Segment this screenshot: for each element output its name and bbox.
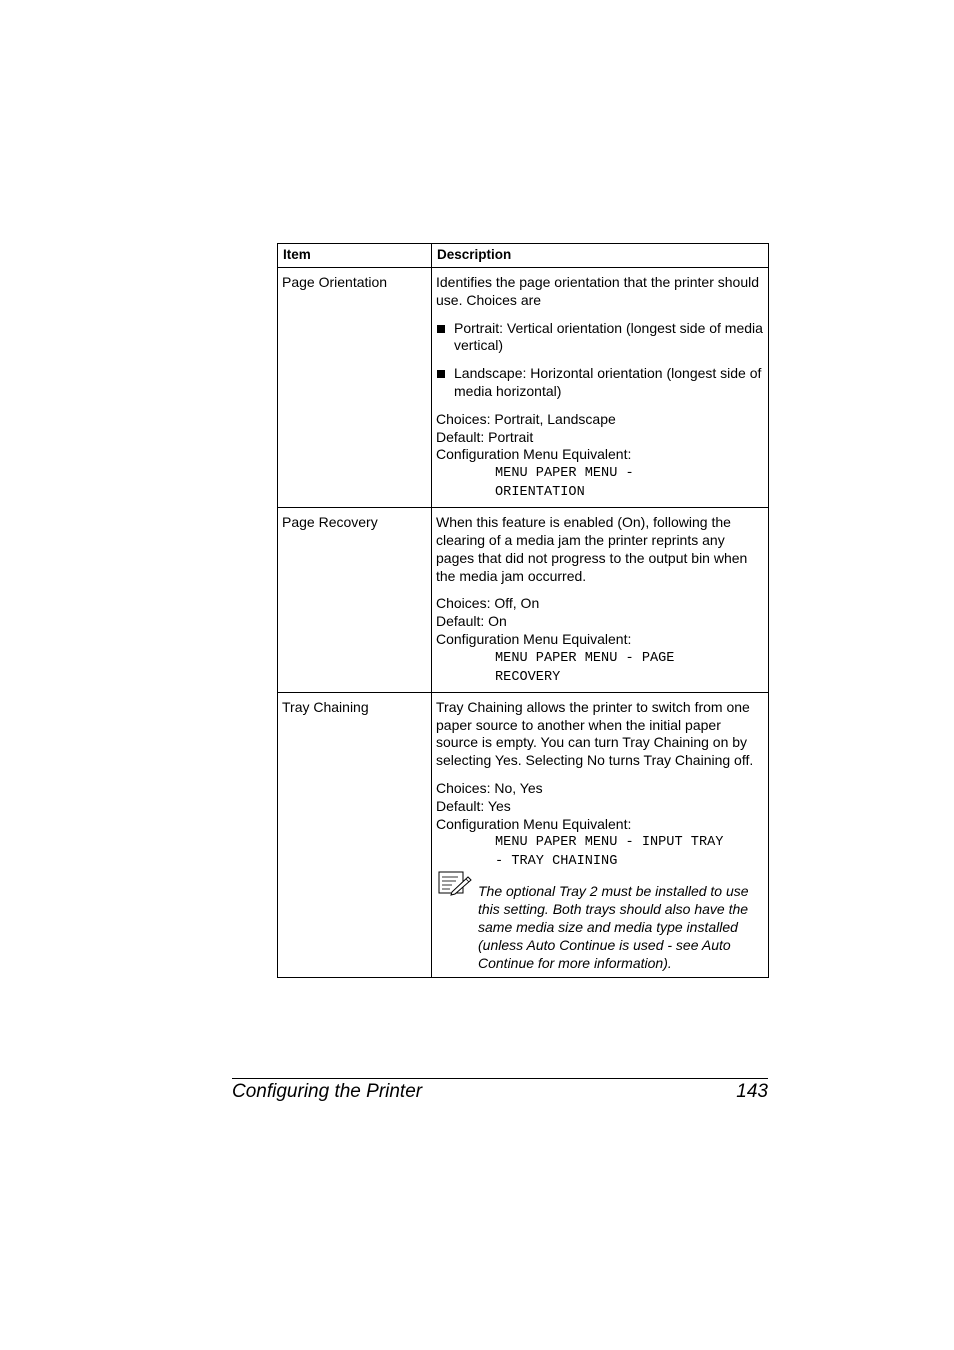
description-text: Tray Chaining allows the printer to switch from one paper source to another when the initial paper source is empty. You can turn Tray Chaining on by selecting Yes. Selecting No turns Tray Chaining off.	[436, 698, 754, 769]
config-path-line: - TRAY CHAINING	[495, 854, 618, 870]
note-block	[436, 883, 765, 972]
config-path-line: RECOVERY	[495, 669, 561, 685]
config-path-line: ORIENTATION	[495, 485, 585, 501]
config-path-line: MENU PAPER MENU -	[495, 466, 634, 482]
note-text: The optional Tray 2 must be installed to use this setting. Both trays should also have the same media size and media type installed (unless Auto Continue is used - see Auto Continue for more information).	[478, 883, 749, 971]
description-cell	[432, 508, 769, 693]
note-pad-pencil-icon	[438, 871, 472, 897]
table-row	[278, 508, 769, 693]
square-bullet-icon	[437, 325, 445, 333]
description-cell	[432, 692, 769, 978]
footer-title: Configuring the Printer	[232, 1081, 423, 1102]
table-header-row	[278, 244, 769, 268]
choices-text: Choices: No, Yes	[436, 779, 543, 796]
page-number: 143	[736, 1081, 768, 1102]
default-text: Default: On	[436, 613, 507, 630]
item-cell: Tray Chaining	[278, 692, 432, 978]
item-cell: Page Recovery	[278, 508, 432, 693]
description-cell	[432, 268, 769, 508]
header-item: Item	[278, 244, 432, 268]
choices-text: Choices: Off, On	[436, 595, 540, 612]
description-text: Identifies the page orientation that the printer should use. Choices are	[436, 274, 759, 308]
default-text: Default: Portrait	[436, 428, 534, 445]
config-label: Configuration Menu Equivalent:	[436, 630, 632, 647]
config-label: Configuration Menu Equivalent:	[436, 815, 632, 832]
table-row	[278, 268, 769, 508]
settings-table	[277, 243, 769, 978]
bullet-text: Landscape: Horizontal orientation (longest side of media horizontal)	[454, 365, 762, 399]
footer-divider	[232, 1078, 768, 1079]
table-row	[278, 692, 769, 978]
choices-text: Choices: Portrait, Landscape	[436, 410, 616, 427]
bullet-item	[436, 320, 765, 356]
default-text: Default: Yes	[436, 797, 511, 814]
config-label: Configuration Menu Equivalent:	[436, 446, 632, 463]
config-path-line: MENU PAPER MENU - INPUT TRAY	[495, 835, 724, 851]
bullet-item	[436, 365, 765, 401]
item-cell: Page Orientation	[278, 268, 432, 508]
square-bullet-icon	[437, 370, 445, 378]
bullet-text: Portrait: Vertical orientation (longest side of media vertical)	[454, 319, 763, 354]
description-text: When this feature is enabled (On), following the clearing of a media jam the printer reprints any pages that did not progress to the output bin when the media jam occurred.	[436, 514, 748, 584]
header-description: Description	[432, 244, 769, 268]
config-path-line: MENU PAPER MENU - PAGE	[495, 650, 675, 666]
